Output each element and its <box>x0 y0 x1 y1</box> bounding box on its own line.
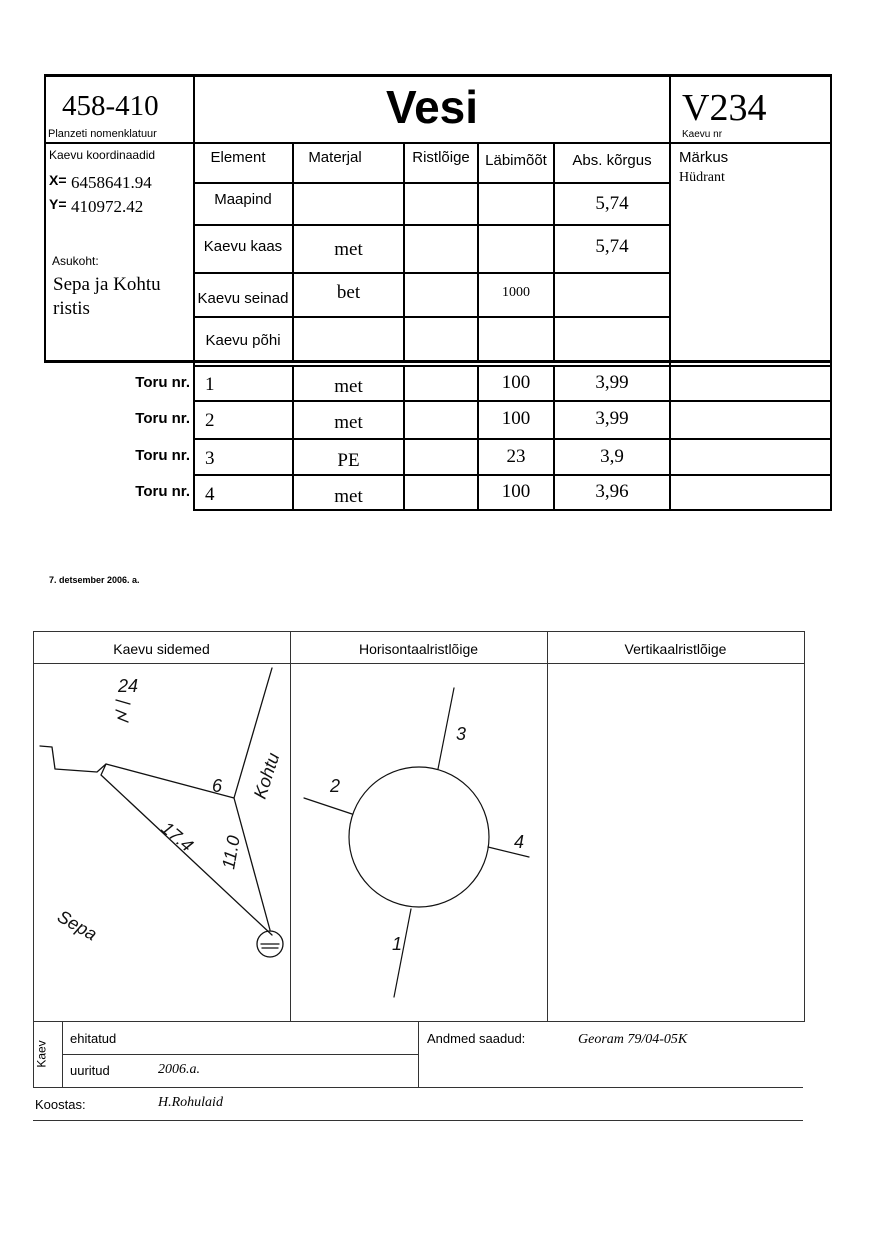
pipe-label-1: 1 <box>392 934 403 954</box>
row-element: Kaevu seinad <box>197 290 289 307</box>
pipe-number: 4 <box>205 484 215 505</box>
street-sepa: Sepa <box>54 906 101 945</box>
tie-label-174: 17.4 <box>157 817 198 856</box>
author-value: H.Rohulaid <box>158 1095 223 1110</box>
well-circle <box>349 767 489 907</box>
tie-label-6: 6 <box>212 776 223 796</box>
row-diameter: 1000 <box>502 285 530 300</box>
surveyed-label: uuritud <box>70 1063 110 1078</box>
x-label: X= <box>49 172 67 188</box>
pipe-label-2: 2 <box>330 776 341 796</box>
pipe-label: Toru nr. <box>135 374 190 391</box>
pipe-elevation: 3,96 <box>595 481 629 502</box>
pipe-number: 3 <box>205 448 215 469</box>
side-label: Kaev <box>34 1040 49 1068</box>
pipe-number: 2 <box>205 410 215 431</box>
location-label: Asukoht: <box>52 254 99 268</box>
location-line2: ristis <box>53 298 90 319</box>
pipe-material: met <box>334 486 363 507</box>
tie-label-110: 11.0 <box>218 834 244 871</box>
pipe-material: met <box>334 376 363 397</box>
row-element: Kaevu kaas <box>203 238 283 255</box>
sketch-col-horizontal: Horisontaalristlõige <box>358 641 479 657</box>
header-elevation: Abs. kõrgus <box>572 152 652 169</box>
pipe-elevation: 3,9 <box>600 446 624 467</box>
source-label: Andmed saadud: <box>427 1031 526 1046</box>
card-title: Vesi <box>385 81 479 133</box>
pipe-material: met <box>334 412 363 433</box>
street-kohtu: Kohtu <box>249 750 284 802</box>
x-value: 6458641.94 <box>71 173 152 192</box>
row-elevation: 5,74 <box>595 236 629 257</box>
row-element: Kaevu põhi <box>205 332 281 349</box>
header-element: Element <box>210 149 266 166</box>
source-value: Georam 79/04-05K <box>578 1032 688 1047</box>
pipe-diameter: 100 <box>501 372 531 393</box>
pipe-number: 1 <box>205 374 215 395</box>
nomenclature-label: Planzeti nomenklatuur <box>48 128 157 140</box>
row-elevation: 5,74 <box>595 193 629 214</box>
header-section: Ristlõige <box>412 149 470 166</box>
pipe-elevation: 3,99 <box>595 372 629 393</box>
pipe-elevation: 3,99 <box>595 408 629 429</box>
nomenclature-code: 458-410 <box>62 90 159 122</box>
pipe-label: Toru nr. <box>135 483 190 500</box>
pipe-label-4: 4 <box>514 832 525 852</box>
y-value: 410972.42 <box>71 197 144 216</box>
author-label: Koostas: <box>35 1097 86 1112</box>
pipe-diameter: 100 <box>501 481 531 502</box>
document-date: 7. detsember 2006. a. <box>49 575 140 585</box>
pipe-label-3: 3 <box>456 724 467 744</box>
coords-label: Kaevu koordinaadid <box>49 148 156 162</box>
well-id: V234 <box>682 87 767 129</box>
pipe-diameter: 100 <box>501 408 531 429</box>
y-label: Y= <box>49 196 67 212</box>
row-material: bet <box>336 282 361 303</box>
row-element: Maapind <box>214 191 272 208</box>
header-material: Materjal <box>308 149 362 166</box>
pipe-label: Toru nr. <box>135 410 190 427</box>
remarks-label: Märkus <box>679 149 729 166</box>
location-line1: Sepa ja Kohtu <box>53 274 161 295</box>
remarks-value: Hüdrant <box>679 170 725 185</box>
row-material: met <box>334 239 363 260</box>
well-id-label: Kaevu nr <box>682 129 723 140</box>
header-diameter: Läbimõõt <box>485 152 547 169</box>
built-label: ehitatud <box>70 1031 117 1046</box>
sketch-col-ties: Kaevu sidemed <box>113 641 210 657</box>
sketch-col-vertical: Vertikaalristlõige <box>624 641 727 657</box>
pipe-label: Toru nr. <box>135 447 190 464</box>
tie-label-top: 24 <box>118 676 139 696</box>
pipe-material: PE <box>337 450 360 471</box>
pipe-diameter: 23 <box>506 446 526 467</box>
surveyed-value: 2006.a. <box>158 1062 200 1077</box>
